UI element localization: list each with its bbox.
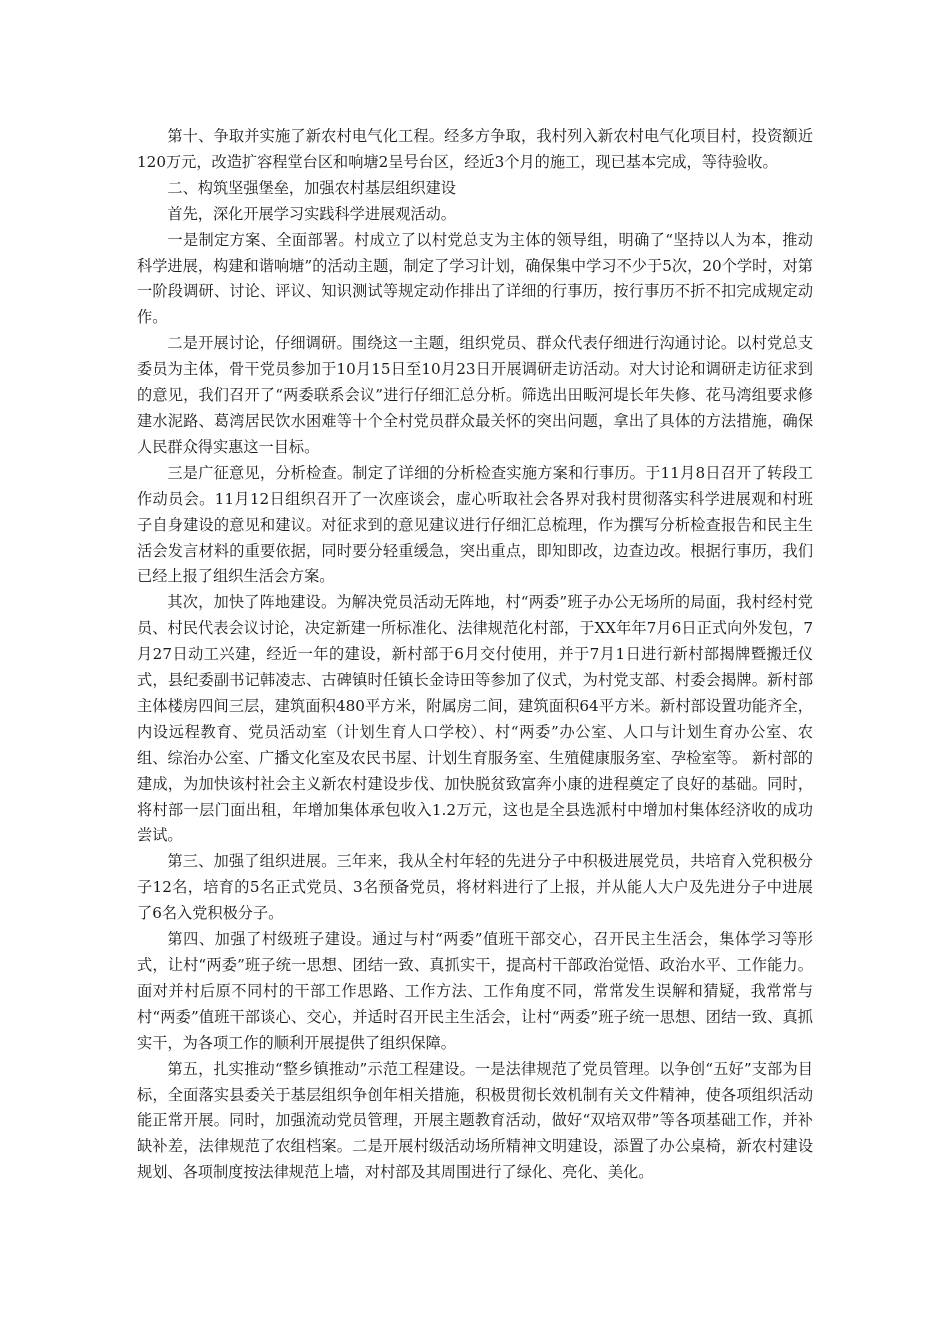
paragraph-rural-electrification: 第十、争取并实施了新农村电气化工程。经多方争取，我村列入新农村电气化项目村，投资额近120万元，改造扩容程堂台区和响塘2呈号台区，经近3个月的施工，现已基本完成，等待验收。 xyxy=(137,127,813,171)
section-heading-grassroots-organization: 二、构筑坚强堡垒，加强农村基层组织建设 xyxy=(167,178,456,197)
document-body xyxy=(137,124,813,1186)
paragraph-plan-deployment: 一是制定方案、全面部署。村成立了以村党总支为主体的领导组，明确了“坚持以人为本，推动科学进展，构建和谐响塘”的活动主题，制定了学习计划，确保集中学习不少于5次，20个学时，对第一阶段调研、讨论、评议、知识测试等规定动作排出了详细的行事历，按行事历不折不扣完成规定动作。 xyxy=(137,230,813,327)
paragraph-village-team-building: 第四、加强了村级班子建设。通过与村“两委”值班干部交心，召开民主生活会，集体学习等形式，让村“两委”班子统一思想、团结一致、真抓实干，提高村干部政治觉悟、政治水平、工作能力。面对并村后原不同村的干部工作思路、工作方法、工作角度不同，常常发生误解和猜疑，我常常与村“两委”值班干部谈心、交心，并适时召开民主生活会，让村“两委”班子统一思想、团结一致、真抓实干，为各项工作的顺利开展提供了组织保障。 xyxy=(137,930,813,1052)
paragraph-demonstration-project: 第五，扎实推动“整乡镇推动”示范工程建设。一是法律规范了党员管理。以争创“五好”支部为目标，全面落实县委关于基层组织争创年相关措施，积极贯彻长效机制有关文件精神，使各项组织活动能正常开展。同时，加强流动党员管理，开展主题教育活动，做好“双培双带”等各项基础工作，并补缺补差，法律规范了农组档案。二是开展村级活动场所精神文明建设，添置了办公桌椅，新农村建设规划、各项制度按法律规范上墙，对村部及其周围进行了绿化、亮化、美化。 xyxy=(137,1059,813,1182)
paragraph-organization-development: 第三、加强了组织进展。三年来，我从全村年轻的先进分子中积极进展党员，共培育入党积极分子12名，培育的5名正式党员、3名预备党员，将材料进行了上报，并从能人大户及先进分子中进展了6名入党积极分子。 xyxy=(137,852,813,923)
paragraph-opinion-analysis: 三是广征意见，分析检查。制定了详细的分析检查实施方案和行事历。于11月8日召开了转段工作动员会。11月12日组织召开了一次座谈会，虚心听取社会各界对我村贯彻落实科学进展观和村班子自身建设的意见和建议。对征求到的意见建议进行仔细汇总梳理，作为撰写分析检查报告和民主生活会发言材料的重要依据，同时要分轻重缓急，突出重点，即知即改，边查边改。根据行事历，我们已经上报了组织生活会方案。 xyxy=(137,463,813,586)
paragraph-study-practice-activity: 首先，深化开展学习实践科学进展观活动。 xyxy=(167,204,456,223)
paragraph-position-construction: 其次，加快了阵地建设。为解决党员活动无阵地，村“两委”班子办公无场所的局面，我村经村党员、村民代表会议讨论，决定新建一所标准化、法律规范化村部，于XX年年7月6日正式向外发包，7月27日动工兴建，经近一年的建设，新村部于6月交付使用，并于7月1日进行新村部揭牌暨搬迁仪式，县纪委副书记韩凌志、古碑镇时任镇长金诗田等参加了仪式，为村党支部、村委会揭牌。新村部主体楼房四间三层，建筑面积480平方米，附属房二间，建筑面积64平方米。新村部设置功能齐全，内设远程教育、党员活动室（计划生育人口学校）、村“两委”办公室、人口与计划生育办公室、农组、综治办公室、广播文化室及农民书屋、计划生育服务室、生殖健康服务室、孕检室等。 新村部的建成，为加快该村社会主义新农村建设步伐、加快脱贫致富奔小康的进程奠定了良好的基础。同时，将村部一层门面出租，年增加集体承包收入1.2万元，这也是全县选派村中增加村集体经济收的成功尝试。 xyxy=(137,593,813,845)
paragraph-discussion-research: 二是开展讨论，仔细调研。围绕这一主题，组织党员、群众代表仔细进行沟通讨论。以村党总支委员为主体，骨干党员参加于10月15日至10月23日开展调研走访活动。对大讨论和调研走访征求到的意见，我们召开了“两委联系会议”进行仔细汇总分析。筛选出田畈河堤长年失修、花马湾组要求修建水泥路、葛湾居民饮水困难等十个全村党员群众最关怀的突出问题，拿出了具体的方法措施，确保人民群众得实惠这一目标。 xyxy=(137,334,813,456)
